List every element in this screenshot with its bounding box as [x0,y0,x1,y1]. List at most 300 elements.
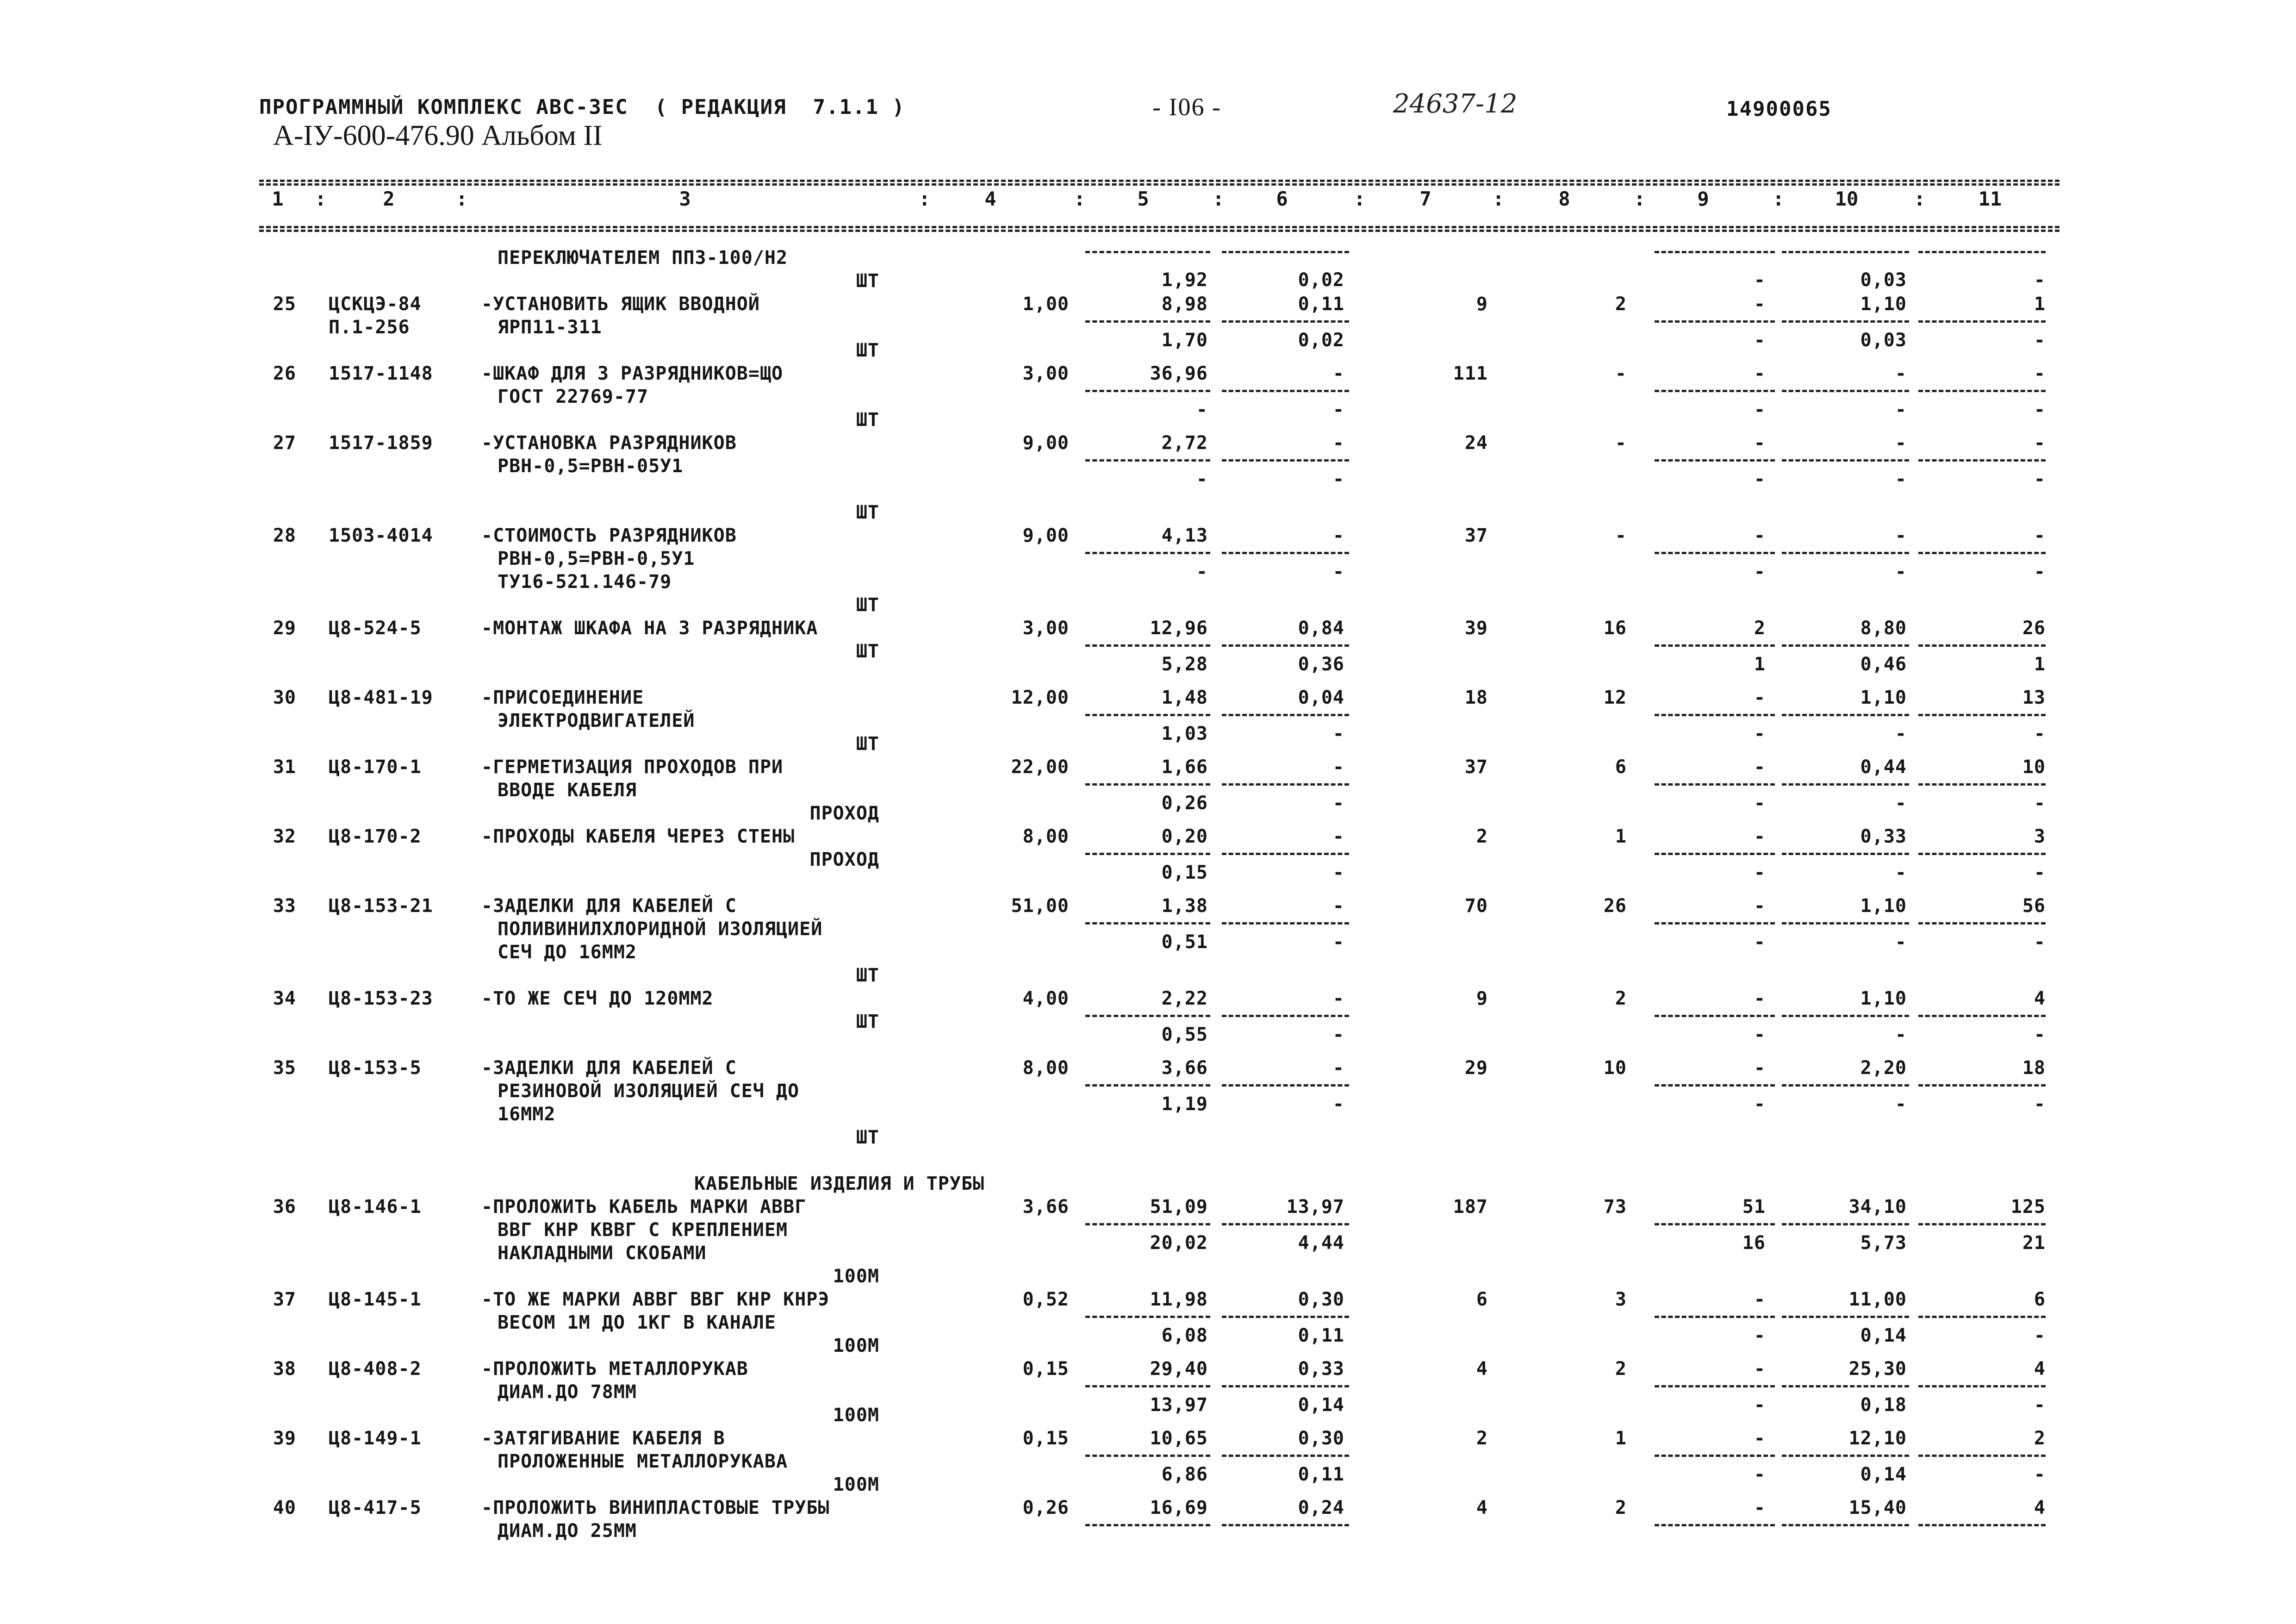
row-subvalue-c6: - [1332,931,1344,953]
cell-underline [1782,552,1909,554]
row-value-c7: 39 [1464,618,1488,639]
row-value-c9: - [1754,1497,1766,1518]
row-value-c7: 37 [1464,525,1488,546]
row-subvalue-c9: - [1754,269,1766,291]
row-value-c8: 16 [1603,618,1627,639]
row-value-c5: 36,96 [1150,363,1208,384]
row-value-c10: - [1895,432,1907,454]
row-subvalue-c6: - [1332,399,1344,420]
cell-underline [1782,459,1909,462]
row-unit: 100М [833,1335,879,1356]
row-value-c7: 9 [1476,294,1488,315]
row-description: -ПРОЛОЖИТЬ МЕТАЛЛОРУКАВ [481,1358,748,1380]
row-subvalue-c5: 6,08 [1161,1325,1208,1346]
row-description: ПЕРЕКЛЮЧАТЕЛЕМ ППЗ-100/Н2 [498,247,788,269]
row-subvalue-c5: - [1196,468,1208,490]
row-description: ПОЛИВИНИЛХЛОРИДНОЙ ИЗОЛЯЦИЕЙ [498,918,823,940]
cell-underline [1918,1316,2046,1318]
row-subvalue-c10: - [1895,793,1907,814]
row-subvalue-c5: 1,92 [1161,269,1208,291]
cell-underline [1655,1223,1775,1225]
row-subvalue-c11: - [2034,330,2046,351]
row-quantity: 12,00 [1011,687,1069,708]
row-value-c5: 1,48 [1161,687,1208,708]
row-subvalue-c11: - [2034,1093,2046,1115]
col-header-8: 8 [1558,187,1570,210]
row-subvalue-c9: - [1754,793,1766,814]
row-value-c11: 6 [2034,1289,2046,1310]
row-subvalue-c6: - [1332,723,1344,744]
row-value-c8: 12 [1603,687,1627,708]
cell-underline [1085,1223,1210,1225]
row-value-c10: 1,10 [1860,294,1907,315]
cell-underline [1085,1084,1210,1087]
col-sep: : [1354,187,1366,210]
col-header-7: 7 [1419,187,1431,210]
row-value-c5: 12,96 [1150,618,1208,639]
row-subvalue-c6: 0,14 [1298,1394,1344,1416]
row-value-c9: - [1754,432,1766,454]
row-unit: ШТ [856,733,879,755]
row-description: -ЗАДЕЛКИ ДЛЯ КАБЕЛЕЙ С [481,895,737,917]
row-value-c5: 2,72 [1161,432,1208,454]
row-value-c8: 3 [1615,1289,1627,1310]
row-code: Ц8-149-1 [329,1428,422,1449]
row-value-c11: - [2034,363,2046,384]
col-header-3: 3 [679,187,691,210]
row-quantity: 9,00 [1022,525,1069,546]
row-description: -ГЕРМЕТИЗАЦИЯ ПРОХОДОВ ПРИ [481,756,784,778]
row-number: 30 [273,687,296,708]
row-description: ГОСТ 22769-77 [498,386,649,407]
col-sep: : [1493,187,1505,210]
row-subvalue-c10: - [1895,399,1907,420]
row-value-c6: - [1332,363,1344,384]
col-header-1: 1 [272,187,284,210]
row-unit: 100М [833,1266,879,1287]
row-number: 25 [273,294,296,315]
page-number: - I06 - [1152,93,1221,121]
row-value-c10: - [1895,525,1907,546]
row-value-c10: 0,44 [1860,756,1907,778]
cell-underline [1222,1084,1349,1087]
row-value-c7: 18 [1464,687,1488,708]
row-value-c11: 26 [2022,618,2046,639]
cell-underline [1918,320,2046,323]
document-code: 14900065 [1726,97,1832,121]
row-value-c6: - [1332,525,1344,546]
row-subvalue-c11: - [2034,931,2046,953]
cell-underline [1782,1455,1909,1457]
row-value-c9: - [1754,895,1766,917]
col-header-9: 9 [1697,187,1709,210]
cell-underline [1782,1524,1909,1526]
cell-underline [1085,1524,1210,1526]
row-number: 28 [273,525,296,546]
cell-underline [1222,1385,1349,1387]
row-value-c5: 8,98 [1161,294,1208,315]
row-number: 26 [273,363,296,384]
row-unit: ПРОХОД [809,803,879,824]
row-subvalue-c9: - [1754,399,1766,420]
row-subvalue-c5: 0,26 [1161,793,1208,814]
cell-underline [1655,1015,1775,1017]
cell-underline [1222,251,1349,253]
row-description: ВВОДЕ КАБЕЛЯ [498,780,637,801]
cell-underline [1085,1385,1210,1387]
row-value-c5: 16,69 [1150,1497,1208,1518]
cell-underline [1085,552,1210,554]
row-unit: ПРОХОД [809,849,879,870]
row-value-c6: - [1332,1057,1344,1079]
row-value-c11: 3 [2034,826,2046,847]
row-unit: ШТ [856,594,879,616]
row-code: Ц8-170-1 [329,756,422,778]
row-subvalue-c5: 0,51 [1161,931,1208,953]
cell-underline [1782,714,1909,716]
cell-underline [1222,853,1349,855]
cell-underline [1655,1084,1775,1087]
row-value-c7: 187 [1453,1196,1488,1218]
cell-underline [1085,922,1210,924]
row-subvalue-c5: 0,15 [1161,862,1208,883]
row-value-c6: 0,04 [1298,687,1344,708]
row-subvalue-c11: - [2034,1024,2046,1045]
row-value-c8: 2 [1615,1497,1627,1518]
row-code: Ц8-153-23 [329,988,433,1009]
row-description: -ТО ЖЕ МАРКИ АВВГ ВВГ КНР КНРЭ [481,1289,830,1310]
row-value-c7: 111 [1453,363,1488,384]
section-title: КАБЕЛЬНЫЕ ИЗДЕЛИЯ И ТРУБЫ [694,1173,985,1194]
cell-underline [1918,459,2046,462]
cell-underline [1655,1316,1775,1318]
row-number: 35 [273,1057,296,1079]
row-code: Ц8-524-5 [329,618,422,639]
row-subvalue-c9: - [1754,931,1766,953]
row-value-c7: 4 [1476,1358,1488,1380]
row-value-c6: - [1332,826,1344,847]
row-description: -ЗАДЕЛКИ ДЛЯ КАБЕЛЕЙ С [481,1057,737,1079]
row-value-c10: 34,10 [1848,1196,1907,1218]
cell-underline [1655,459,1775,462]
row-quantity: 8,00 [1022,1057,1069,1079]
row-subvalue-c10: - [1895,1093,1907,1115]
col-header-4: 4 [984,187,996,210]
row-quantity: 3,00 [1022,363,1069,384]
row-value-c10: 0,33 [1860,826,1907,847]
row-subvalue-c10: 0,03 [1860,330,1907,351]
row-value-c9: - [1754,1428,1766,1449]
row-quantity: 1,00 [1022,294,1069,315]
row-subvalue-c10: 0,03 [1860,269,1907,291]
cell-underline [1918,1455,2046,1457]
row-subvalue-c9: - [1754,862,1766,883]
cell-underline [1918,251,2046,253]
row-description: ДИАМ.ДО 25ММ [498,1520,637,1542]
row-subvalue-c11: - [2034,1325,2046,1346]
row-value-c11: 10 [2022,756,2046,778]
cell-underline [1222,459,1349,462]
cell-underline [1918,1223,2046,1225]
row-value-c11: - [2034,525,2046,546]
row-value-c8: 10 [1603,1057,1627,1079]
row-subvalue-c9: - [1754,561,1766,582]
row-quantity: 0,26 [1022,1497,1069,1518]
row-code: Ц8-481-19 [329,687,433,708]
cell-underline [1782,1223,1909,1225]
cell-underline [1222,552,1349,554]
row-subvalue-c9: 16 [1742,1232,1766,1254]
cell-underline [1782,922,1909,924]
row-number: 31 [273,756,296,778]
cell-underline [1782,853,1909,855]
row-value-c7: 9 [1476,988,1488,1009]
row-code: Ц8-417-5 [329,1497,422,1518]
row-subvalue-c10: 0,14 [1860,1464,1907,1485]
row-value-c11: 1 [2034,294,2046,315]
row-description: -ПРИСОЕДИНЕНИЕ [481,687,644,708]
row-value-c11: 13 [2022,687,2046,708]
row-value-c6: 0,24 [1298,1497,1344,1518]
row-value-c5: 3,66 [1161,1057,1208,1079]
row-number: 32 [273,826,296,847]
row-value-c8: - [1615,525,1627,546]
row-subvalue-c11: 21 [2022,1232,2046,1254]
row-value-c9: 51 [1742,1196,1766,1218]
row-subvalue-c11: - [2034,269,2046,291]
cell-underline [1918,390,2046,392]
row-description: -ПРОЛОЖИТЬ ВИНИПЛАСТОВЫЕ ТРУБЫ [481,1497,830,1518]
row-number: 34 [273,988,296,1009]
row-unit: 100М [833,1405,879,1426]
row-value-c10: - [1895,363,1907,384]
row-value-c10: 1,10 [1860,687,1907,708]
row-subvalue-c6: - [1332,561,1344,582]
row-subvalue-c5: 1,03 [1161,723,1208,744]
row-subvalue-c5: 20,02 [1150,1232,1208,1254]
row-value-c10: 15,40 [1848,1497,1907,1518]
cell-underline [1085,644,1210,647]
row-description: ПРОЛОЖЕННЫЕ МЕТАЛЛОРУКАВА [498,1451,788,1472]
row-quantity: 3,66 [1022,1196,1069,1218]
row-subvalue-c5: 0,55 [1161,1024,1208,1045]
row-subvalue-c9: - [1754,1024,1766,1045]
row-subvalue-c5: - [1196,399,1208,420]
row-subvalue-c6: 0,11 [1298,1464,1344,1485]
row-value-c11: 18 [2022,1057,2046,1079]
row-subvalue-c6: - [1332,862,1344,883]
row-value-c7: 2 [1476,1428,1488,1449]
row-subvalue-c10: - [1895,723,1907,744]
row-subvalue-c5: 13,97 [1150,1394,1208,1416]
row-description: -МОНТАЖ ШКАФА НА 3 РАЗРЯДНИКА [481,618,818,639]
row-code: Ц8-153-5 [329,1057,422,1079]
row-value-c6: 13,97 [1286,1196,1344,1218]
row-value-c6: 0,84 [1298,618,1344,639]
row-code: ЦСКЦЭ-84 [329,294,422,315]
row-subvalue-c11: - [2034,399,2046,420]
row-subvalue-c11: - [2034,1464,2046,1485]
row-description: -УСТАНОВИТЬ ЯЩИК ВВОДНОЙ [481,294,760,315]
row-subvalue-c6: - [1332,1024,1344,1045]
row-quantity: 9,00 [1022,432,1069,454]
row-subvalue-c6: 4,44 [1298,1232,1344,1254]
row-unit: ШТ [856,270,879,292]
row-description: РВН-0,5=РВН-0,5У1 [498,548,695,569]
row-value-c5: 51,09 [1150,1196,1208,1218]
row-value-c8: - [1615,432,1627,454]
row-value-c8: 2 [1615,988,1627,1009]
row-quantity: 51,00 [1011,895,1069,917]
row-description: ЯРП11-311 [498,317,602,338]
row-value-c5: 0,20 [1161,826,1208,847]
row-quantity: 22,00 [1011,756,1069,778]
row-code: 1517-1148 [329,363,433,384]
row-unit: ШТ [856,965,879,986]
cell-underline [1222,1524,1349,1526]
row-subvalue-c10: 5,73 [1860,1232,1907,1254]
row-value-c5: 29,40 [1150,1358,1208,1380]
row-value-c9: - [1754,988,1766,1009]
col-sep: : [456,187,468,210]
row-value-c7: 29 [1464,1057,1488,1079]
cell-underline [1222,1015,1349,1017]
row-value-c11: 2 [2034,1428,2046,1449]
row-value-c6: - [1332,756,1344,778]
row-value-c8: 73 [1603,1196,1627,1218]
cell-underline [1085,1455,1210,1457]
cell-underline [1782,783,1909,786]
row-subvalue-c9: - [1754,1325,1766,1346]
cell-underline [1222,783,1349,786]
row-code: Ц8-145-1 [329,1289,422,1310]
row-value-c8: 2 [1615,294,1627,315]
row-code: Ц8-408-2 [329,1358,422,1380]
cell-underline [1918,922,2046,924]
row-subvalue-c9: - [1754,330,1766,351]
col-header-5: 5 [1137,187,1149,210]
row-value-c9: - [1754,826,1766,847]
cell-underline [1918,644,2046,647]
row-unit: ШТ [856,340,879,361]
row-unit: ШТ [856,1127,879,1148]
row-code: 1517-1859 [329,432,433,454]
row-quantity: 0,15 [1022,1358,1069,1380]
row-subvalue-c9: - [1754,723,1766,744]
cell-underline [1918,1385,2046,1387]
cell-underline [1918,853,2046,855]
row-value-c6: 0,11 [1298,294,1344,315]
row-value-c10: 1,10 [1860,988,1907,1009]
cell-underline [1655,644,1775,647]
row-subvalue-c10: 0,14 [1860,1325,1907,1346]
row-description: -ПРОЛОЖИТЬ КАБЕЛЬ МАРКИ АВВГ [481,1196,807,1218]
row-value-c8: 1 [1615,826,1627,847]
row-description: -ПРОХОДЫ КАБЕЛЯ ЧЕРЕЗ СТЕНЫ [481,826,795,847]
cell-underline [1085,459,1210,462]
cell-underline [1782,1385,1909,1387]
row-value-c5: 4,13 [1161,525,1208,546]
row-subvalue-c5: 1,70 [1161,330,1208,351]
cell-underline [1655,1385,1775,1387]
row-value-c7: 2 [1476,826,1488,847]
row-value-c10: 11,00 [1848,1289,1907,1310]
row-value-c8: 2 [1615,1358,1627,1380]
row-subvalue-c9: - [1754,1464,1766,1485]
row-value-c8: 6 [1615,756,1627,778]
cell-underline [1655,1524,1775,1526]
row-number: 37 [273,1289,296,1310]
row-value-c5: 11,98 [1150,1289,1208,1310]
row-description: -ТО ЖЕ СЕЧ ДО 120ММ2 [481,988,714,1009]
row-quantity: 4,00 [1022,988,1069,1009]
row-quantity: 3,00 [1022,618,1069,639]
cell-underline [1085,390,1210,392]
row-value-c7: 37 [1464,756,1488,778]
row-subvalue-c10: - [1895,931,1907,953]
cell-underline [1655,320,1775,323]
row-value-c11: - [2034,432,2046,454]
cell-underline [1222,1223,1349,1225]
row-value-c5: 10,65 [1150,1428,1208,1449]
cell-underline [1918,1084,2046,1087]
cell-underline [1782,1316,1909,1318]
cell-underline [1085,714,1210,716]
cell-underline [1782,320,1909,323]
row-code: Ц8-146-1 [329,1196,422,1218]
cell-underline [1085,251,1210,253]
cell-underline [1085,1316,1210,1318]
cell-underline [1918,714,2046,716]
row-description: ВВГ КНР КВВГ С КРЕПЛЕНИЕМ [498,1219,788,1241]
row-subvalue-c11: - [2034,561,2046,582]
row-subvalue-c11: - [2034,793,2046,814]
row-description: ЭЛЕКТРОДВИГАТЕЛЕЙ [498,710,695,731]
row-subvalue-c10: 0,18 [1860,1394,1907,1416]
row-value-c6: - [1332,432,1344,454]
row-value-c10: 12,10 [1848,1428,1907,1449]
row-subvalue-c9: 1 [1754,654,1766,675]
row-value-c7: 24 [1464,432,1488,454]
row-description: РВН-0,5=РВН-05У1 [498,456,684,477]
row-subvalue-c5: 1,19 [1161,1093,1208,1115]
col-sep: : [315,187,327,210]
row-subvalue-c6: 0,36 [1298,654,1344,675]
row-value-c6: - [1332,988,1344,1009]
row-value-c9: - [1754,1057,1766,1079]
row-code: Ц8-153-21 [329,895,433,917]
cell-underline [1655,783,1775,786]
row-description: ВЕСОМ 1М ДО 1КГ В КАНАЛЕ [498,1312,776,1333]
row-value-c6: 0,30 [1298,1289,1344,1310]
row-value-c7: 4 [1476,1497,1488,1518]
cell-underline [1222,644,1349,647]
cell-underline [1222,922,1349,924]
row-value-c5: 2,22 [1161,988,1208,1009]
col-header-11: 11 [1978,187,2002,210]
album-title: А-IУ-600-476.90 Альбом II [273,120,603,151]
cell-underline [1782,1084,1909,1087]
row-value-c9: - [1754,525,1766,546]
row-value-c9: - [1754,363,1766,384]
col-sep: : [919,187,931,210]
col-sep: : [1773,187,1785,210]
row-subvalue-c9: - [1754,468,1766,490]
row-description: НАКЛАДНЫМИ СКОБАМИ [498,1243,707,1264]
row-description: -СТОИМОСТЬ РАЗРЯДНИКОВ [481,525,737,546]
row-value-c6: - [1332,895,1344,917]
cell-underline [1655,390,1775,392]
